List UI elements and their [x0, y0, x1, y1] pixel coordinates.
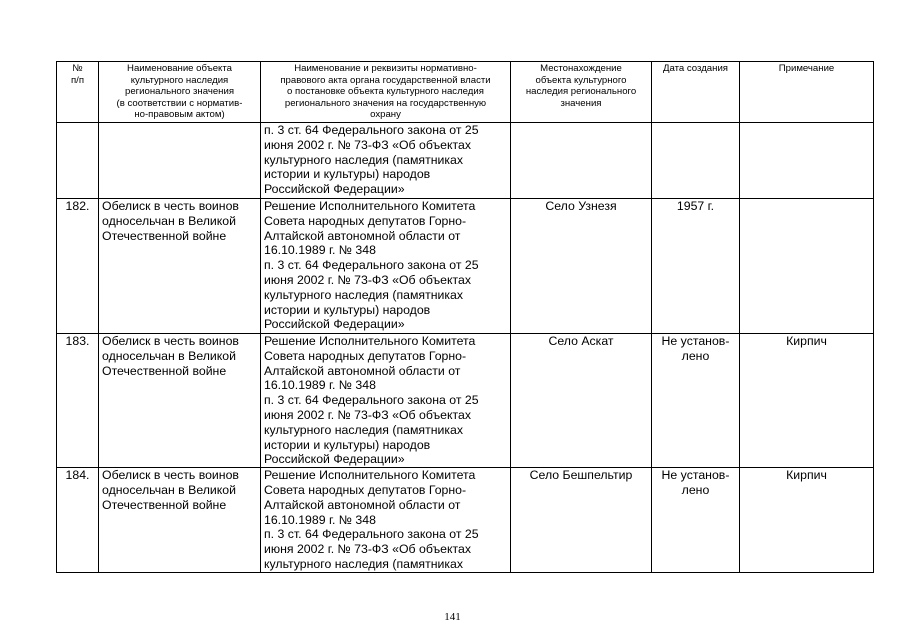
cell-text-line: июня 2002 г. № 73-ФЗ «Об объектах	[264, 542, 471, 557]
cell-text-line: объекта культурного	[535, 74, 627, 86]
header-creation-date	[652, 62, 740, 123]
cell-text-line: №	[72, 63, 83, 74]
cell-text-line: односельчан в Великой	[102, 348, 237, 363]
cell-creation-date	[652, 199, 740, 334]
cell-text-line: Наименование объекта	[127, 63, 232, 74]
header-legal-act	[261, 62, 511, 123]
header-location	[511, 62, 652, 123]
cell-text-line: культурного наследия (памятниках	[264, 556, 464, 571]
header-note	[740, 62, 874, 123]
cell-text-line: Решение Исполнительного Комитета	[264, 468, 476, 483]
cell-text-line: истории и культуры) народов	[264, 302, 431, 317]
cell-object-name	[99, 334, 261, 468]
cell-note	[740, 334, 874, 468]
cell-text-line: Село Аскат	[548, 334, 614, 348]
cell-text-line: Отечественной войне	[102, 228, 227, 243]
cell-text-line: 16.10.1989 г. № 348	[264, 243, 376, 258]
cell-text-line: Отечественной войне	[102, 497, 227, 512]
cell-text-line: Примечание	[778, 63, 835, 74]
cell-text-line: Село Бешпельтир	[529, 468, 633, 483]
cell-legal-act	[261, 123, 511, 199]
cell-text-line: правового акта органа государственной власти	[280, 74, 491, 86]
header-row	[57, 62, 874, 123]
cell-text-line: п. 3 ст. 64 Федерального закона от 25	[264, 527, 479, 542]
cell-number	[57, 334, 99, 468]
cell-object-name	[99, 123, 261, 199]
cell-text-line: Алтайской автономной области от	[264, 363, 461, 378]
cell-text-line: 182.	[65, 199, 90, 213]
table-header	[57, 62, 874, 123]
heritage-objects-table	[56, 61, 874, 573]
cell-text-line: Алтайской автономной области от	[264, 497, 461, 512]
cell-text-line: 183.	[65, 334, 90, 348]
cell-text-line: Кирпич	[786, 468, 827, 483]
cell-text-line: культурного наследия (памятниках	[264, 287, 464, 302]
table-row	[57, 468, 874, 573]
cell-object-name	[99, 468, 261, 573]
cell-legal-act	[261, 199, 511, 334]
cell-text-line: Местонахождение	[540, 63, 622, 74]
cell-text-line: 1957 г.	[676, 199, 715, 213]
cell-text-line: Российской Федерации»	[264, 317, 405, 332]
cell-note	[740, 123, 874, 199]
cell-text-line: культурного наследия (памятниках	[264, 422, 464, 437]
cell-text-line: Алтайской автономной области от	[264, 228, 461, 243]
cell-text-line: лено	[681, 348, 710, 363]
cell-text-line: п. 3 ст. 64 Федерального закона от 25	[264, 258, 479, 273]
cell-text-line: но-правовым актом)	[134, 109, 225, 121]
cell-text-line: Совета народных депутатов Горно-	[264, 482, 467, 497]
cell-text-line: июня 2002 г. № 73-ФЗ «Об объектах	[264, 407, 471, 422]
cell-text-line: Наименование и реквизиты нормативно-	[294, 63, 477, 74]
cell-legal-act	[261, 468, 511, 573]
cell-creation-date	[652, 334, 740, 468]
cell-text-line: п/п	[70, 74, 85, 86]
cell-text-line: наследия регионального	[525, 86, 637, 98]
cell-text-line: регионального значения на государственную	[284, 97, 487, 109]
cell-location	[511, 468, 652, 573]
cell-text-line: п. 3 ст. 64 Федерального закона от 25	[264, 393, 479, 408]
cell-legal-act	[261, 334, 511, 468]
cell-text-line: Не установ-	[661, 468, 730, 483]
cell-location	[511, 334, 652, 468]
cell-text-line: значения	[560, 97, 602, 109]
cell-text-line: охрану	[370, 109, 401, 121]
cell-text-line: односельчан в Великой	[102, 482, 237, 497]
cell-creation-date	[652, 123, 740, 199]
cell-text-line: Решение Исполнительного Комитета	[264, 199, 476, 213]
cell-text-line: Российской Федерации»	[264, 452, 405, 467]
cell-text-line: Обелиск в честь воинов	[102, 468, 239, 483]
cell-location	[511, 199, 652, 334]
table-row	[57, 334, 874, 468]
cell-number	[57, 123, 99, 199]
cell-text-line: Совета народных депутатов Горно-	[264, 348, 467, 363]
cell-text-line: 16.10.1989 г. № 348	[264, 378, 376, 393]
header-object-name	[99, 62, 261, 123]
cell-text-line: июня 2002 г. № 73-ФЗ «Об объектах	[264, 137, 471, 152]
cell-location	[511, 123, 652, 199]
page-number: 141	[444, 611, 461, 623]
cell-note	[740, 199, 874, 334]
cell-text-line: 184.	[65, 468, 90, 483]
cell-text-line: Дата создания	[662, 63, 728, 74]
cell-text-line: Обелиск в честь воинов	[102, 334, 239, 348]
cell-text-line: Село Узнезя	[545, 199, 617, 213]
cell-text-line: односельчан в Великой	[102, 213, 237, 228]
cell-object-name	[99, 199, 261, 334]
cell-text-line: культурного наследия (памятниках	[264, 152, 464, 167]
cell-text-line: п. 3 ст. 64 Федерального закона от 25	[264, 123, 479, 137]
cell-number	[57, 468, 99, 573]
cell-text-line: культурного наследия	[130, 74, 229, 86]
table-row	[57, 123, 874, 199]
cell-text-line: Решение Исполнительного Комитета	[264, 334, 476, 348]
cell-text-line: Совета народных депутатов Горно-	[264, 213, 467, 228]
cell-text-line: июня 2002 г. № 73-ФЗ «Об объектах	[264, 272, 471, 287]
cell-text-line: Российской Федерации»	[264, 182, 405, 197]
cell-text-line: Кирпич	[786, 334, 827, 348]
cell-text-line: Отечественной войне	[102, 363, 227, 378]
cell-text-line: Обелиск в честь воинов	[102, 199, 239, 213]
cell-text-line: регионального значения	[124, 86, 235, 98]
cell-creation-date	[652, 468, 740, 573]
cell-text-line: 16.10.1989 г. № 348	[264, 512, 376, 527]
cell-text-line: лено	[681, 482, 710, 497]
cell-note	[740, 468, 874, 573]
cell-number	[57, 199, 99, 334]
cell-text-line: (в соответствии с норматив-	[116, 97, 243, 109]
cell-text-line: истории и культуры) народов	[264, 437, 431, 452]
cell-text-line: о постановке объекта культурного наследия	[287, 86, 484, 98]
cell-text-line: Не установ-	[661, 334, 730, 348]
header-number	[57, 62, 99, 123]
table-row	[57, 199, 874, 334]
cell-text-line: истории и культуры) народов	[264, 167, 431, 182]
